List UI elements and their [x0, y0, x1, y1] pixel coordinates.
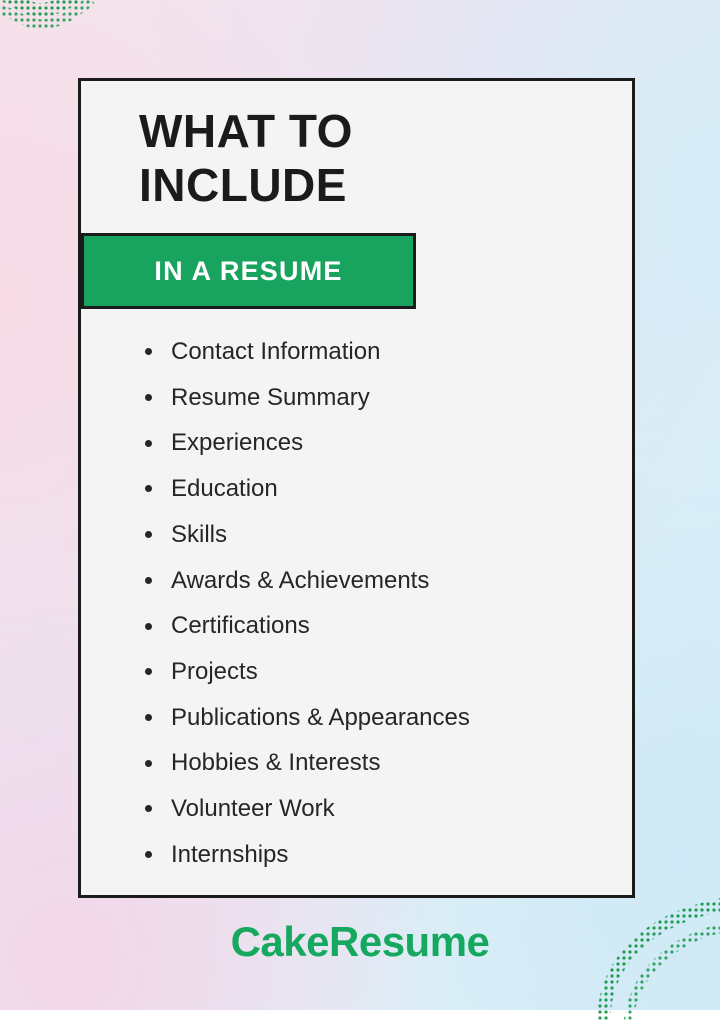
list-item-label: Certifications	[171, 612, 310, 640]
list-item-label: Contact Information	[171, 338, 381, 365]
list-item-label: Projects	[171, 657, 258, 685]
list-item-label: Hobbies & Interests	[171, 749, 381, 777]
list-item	[139, 832, 609, 878]
brand-logo: CakeResume	[230, 918, 490, 965]
list-item	[139, 740, 609, 786]
list-item	[139, 649, 609, 695]
list-item-label: Volunteer Work	[171, 795, 335, 823]
list-item	[139, 512, 609, 558]
page-title-line-2: INCLUDE	[139, 158, 347, 211]
list-item-label: Resume Summary	[171, 383, 370, 411]
list-item	[139, 466, 609, 512]
page-title	[139, 105, 599, 213]
subtitle-banner	[81, 233, 416, 309]
page-title-line-1: WHAT TO	[139, 105, 353, 157]
content-card	[78, 78, 635, 898]
list-item	[139, 786, 609, 832]
list-item	[139, 375, 609, 421]
list-item-label: Experiences	[171, 429, 304, 457]
list-item-label: Education	[171, 475, 278, 503]
dotted-ribbon-top-left-icon	[0, 0, 116, 84]
list-item	[139, 558, 609, 604]
subtitle-text: IN A RESUME	[154, 255, 343, 286]
list-item	[139, 329, 609, 375]
list-item-label: Awards & Achievements	[171, 566, 430, 594]
list-item	[139, 695, 609, 741]
list-item-label: Publications & Appearances	[171, 703, 470, 731]
include-items-list	[139, 329, 609, 877]
list-item	[139, 420, 609, 466]
list-item-label: Skills	[171, 520, 228, 548]
list-item-label: Internships	[171, 840, 289, 868]
list-item	[139, 603, 609, 649]
